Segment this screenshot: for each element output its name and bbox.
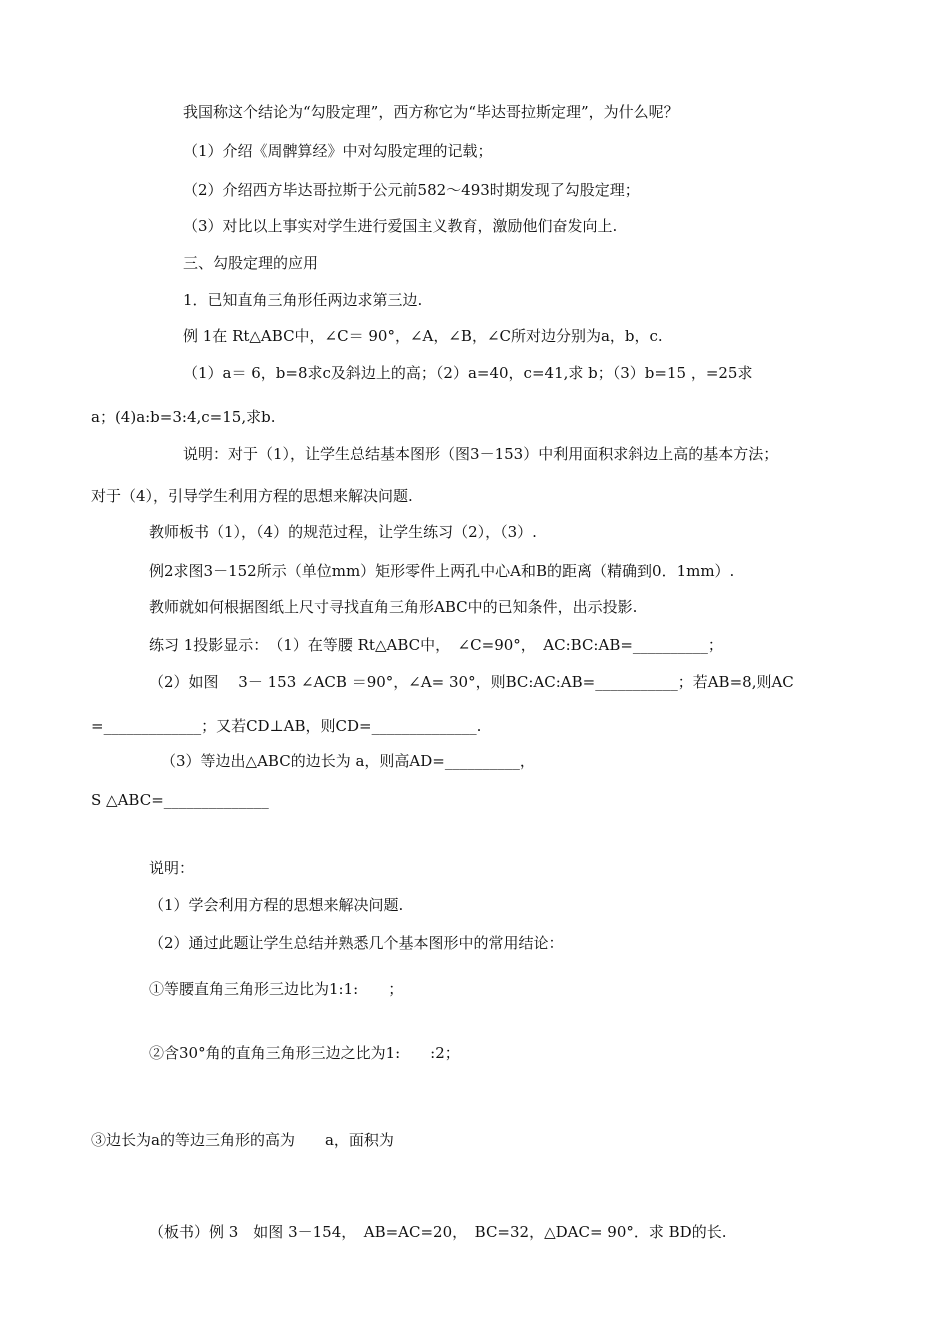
text-line: 说明：对于（1），让学生总结基本图形（图3－153）中利用面积求斜边上高的基本方法； — [183, 445, 779, 463]
text-line: （2）通过此题让学生总结并熟悉几个基本图形中的常用结论： — [149, 934, 564, 952]
text-line: a；(4)a:b=3:4,c=15,求b. — [91, 408, 276, 426]
text-line: （1）介绍《周髀算经》中对勾股定理的记载； — [183, 142, 493, 160]
text-line: 1．已知直角三角形任两边求第三边. — [183, 291, 423, 309]
text-line: （2）介绍西方毕达哥拉斯于公元前582～493时期发现了勾股定理； — [183, 181, 640, 199]
text-line: （3）对比以上事实对学生进行爱国主义教育，激励他们奋发向上. — [183, 217, 618, 235]
text-line: （3）等边出△ABC的边长为 a，则高AD=__________， — [161, 752, 535, 770]
text-line: ②含30°角的直角三角形三边之比为1: :2； — [149, 1044, 460, 1062]
text-line: 教师就如何根据图纸上尺寸寻找直角三角形ABC中的已知条件，出示投影. — [149, 598, 638, 616]
text-line: =_____________；又若CD⊥AB，则CD=______________. — [91, 717, 482, 735]
text-line: ①等腰直角三角形三边比为1:1: ； — [149, 980, 404, 998]
text-line: （1）学会利用方程的思想来解决问题. — [149, 896, 404, 914]
text-line: 例2求图3－152所示（单位mm）矩形零件上两孔中心A和B的距离（精确到0．1mm）. — [149, 562, 735, 580]
text-line: S △ABC=______________ — [91, 791, 269, 809]
text-line: 教师板书（1），（4）的规范过程，让学生练习（2），（3）. — [149, 523, 537, 541]
text-line: 对于（4），引导学生利用方程的思想来解决问题. — [91, 487, 413, 505]
text-line: 我国称这个结论为“勾股定理”，西方称它为“毕达哥拉斯定理”，为什么呢？ — [183, 103, 679, 121]
text-line: （1）a＝ 6，b=8求c及斜边上的高；（2）a=40，c=41,求 b；（3）b=15 ，=25求 — [183, 364, 753, 382]
section-heading: 三、勾股定理的应用 — [183, 254, 319, 272]
text-line: 说明： — [149, 859, 195, 877]
text-line: ③边长为a的等边三角形的高为 a，面积为 — [91, 1131, 394, 1149]
text-line: （2）如图 3－ 153 ∠ACB ＝90°，∠A= 30°，则BC:AC:AB=___________；若AB=8,则AC — [149, 673, 794, 691]
text-line: （板书）例 3 如图 3－154， AB=AC=20， BC=32，△DAC= 90°．求 BD的长. — [149, 1223, 727, 1241]
text-line: 例 1在 Rt△ABC中，∠C＝ 90°，∠A，∠B，∠C所对边分别为a，b，c. — [183, 327, 663, 345]
text-line: 练习 1投影显示： （1）在等腰 Rt△ABC中， ∠C=90°， AC:BC:AB=__________； — [149, 636, 723, 654]
